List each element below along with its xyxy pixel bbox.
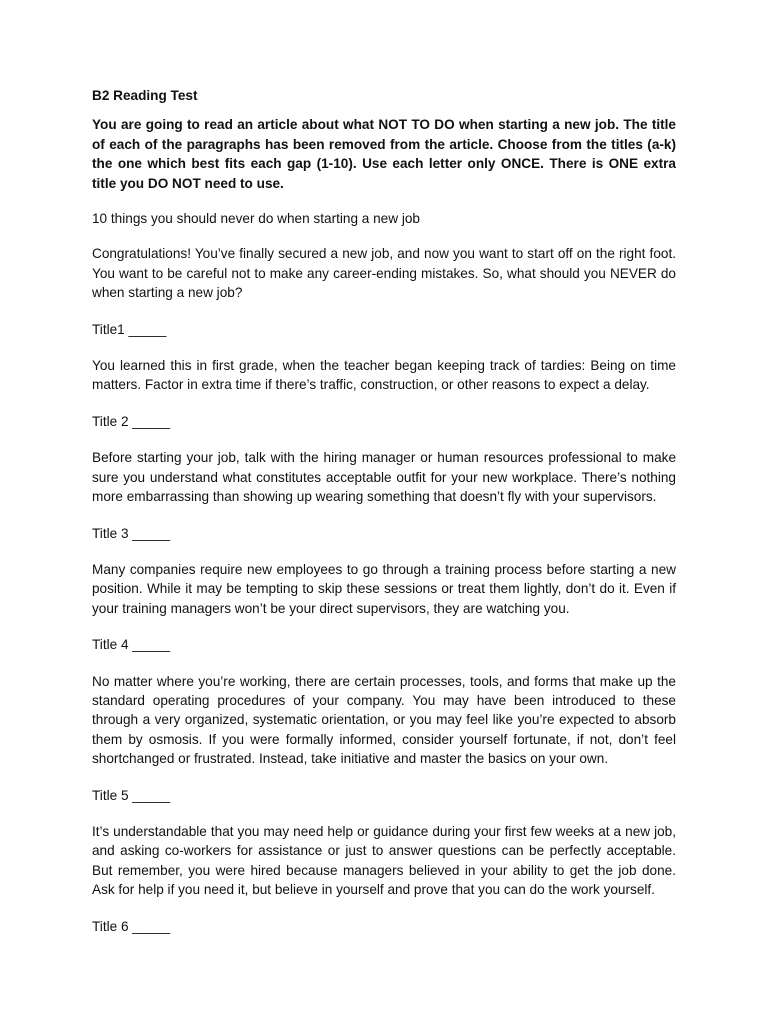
section-title-5: Title 5 _____: [92, 787, 171, 803]
article-title: 10 things you should never do when starting a new job: [92, 211, 420, 227]
section-title-2: Title 2 _____: [92, 413, 171, 429]
document-page: [92, 86, 676, 936]
section-text-2: Before starting your job, talk with the hiring manager or human resources professional to make sure you understand what constitutes acceptable outfit for your new workplace. There’s nothing more embarrassing than showing up wearing something that doesn’t fly with your supervisors.: [92, 450, 676, 505]
test-title: B2 Reading Test: [92, 88, 198, 103]
section-text-5: It’s understandable that you may need help or guidance during your first few weeks at a new job, and asking co-workers for assistance or just to answer questions can be perfectly acceptable. But remember, you were hired because managers believed in your ability to get the job done. Ask for help if you need it, but believe in yourself and prove that you can do the work yourself.: [92, 823, 676, 898]
intro-paragraph: Congratulations! You’ve finally secured a new job, and now you want to start off on the right foot. You want to be careful not to make any career-ending mistakes. So, what should you NEVER do when starting a new job?: [92, 246, 676, 301]
section-text-1: You learned this in first grade, when the teacher began keeping track of tardies: Being on time matters. Factor in extra time if there’s traffic, construction, or other reasons to expect a delay.: [92, 358, 676, 393]
instructions: You are going to read an article about what NOT TO DO when starting a new job. The title of each of the paragraphs has been removed from the article. Choose from the titles (a-k) the one which best fits each gap (1-10). Use each letter only ONCE. There is ONE extra title you DO NOT need to use.: [92, 117, 676, 191]
section-text-4: No matter where you’re working, there are certain processes, tools, and forms that make up the standard operating procedures of your company. You may have been introduced to these through a very organized, systematic orientation, or you may feel like you’re expected to absorb them by osmosis. If you were formally informed, consider yourself fortunate, if not, don’t feel shortchanged or frustrated. Instead, take initiative and master the basics on your own.: [92, 673, 676, 767]
section-title-1: Title1 _____: [92, 321, 167, 337]
section-text-3: Many companies require new employees to go through a training process before starting a new position. While it may be tempting to skip these sessions or treat them lightly, don’t do it. Even if your training managers won’t be your direct supervisors, they are watching you.: [92, 561, 676, 616]
section-title-6: Title 6 _____: [92, 918, 171, 934]
section-title-3: Title 3 _____: [92, 525, 171, 541]
section-title-4: Title 4 _____: [92, 637, 171, 653]
